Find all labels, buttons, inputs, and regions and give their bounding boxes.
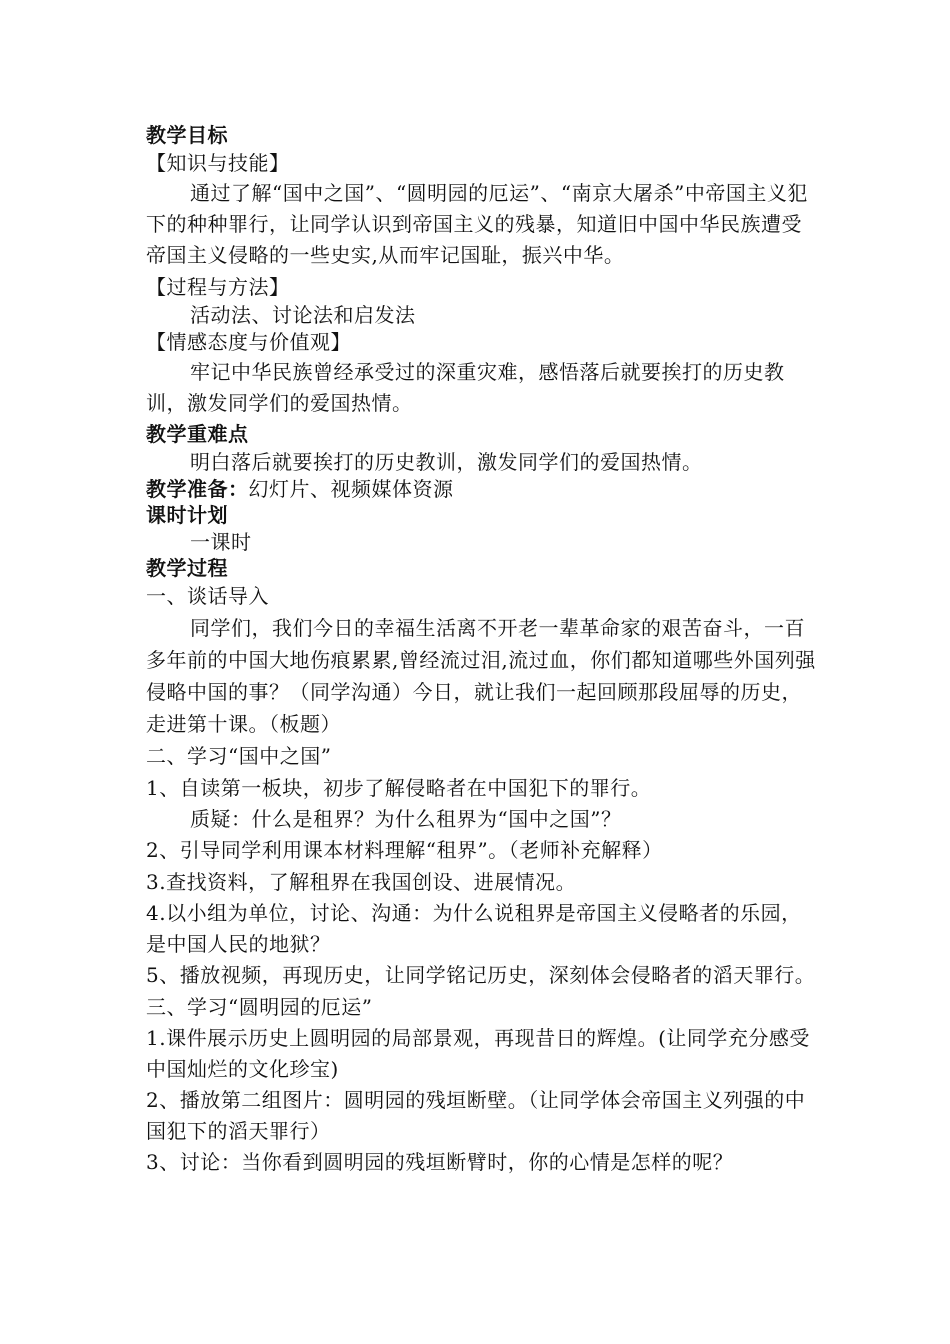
heading-procedure: 教学过程 xyxy=(146,556,228,580)
preparation-value: 幻灯片、视频媒体资源 xyxy=(248,477,454,501)
section-3-item: 2、播放第二组图片：圆明园的残垣断壁。（让同学体会帝国主义列强的中国犯下的滔天罪行） xyxy=(146,1088,806,1143)
paragraph-key-points: 明白落后就要挨打的历史教训，激发同学们的爱国热情。 xyxy=(190,450,703,474)
section-3-item: 3、讨论：当你看到圆明园的残垣断臂时，你的心情是怎样的呢？ xyxy=(146,1150,734,1174)
paragraph-emotion: 牢记中华民族曾经承受过的深重灾难，感悟落后就要挨打的历史教训，激发同学们的爱国热情。 xyxy=(146,360,785,415)
subheading-knowledge: 【知识与技能】 xyxy=(146,151,290,175)
section-1-title: 一、谈话导入 xyxy=(146,584,269,608)
heading-objectives: 教学目标 xyxy=(146,123,228,147)
section-2-item: 1、自读第一板块，初步了解侵略者在中国犯下的罪行。 xyxy=(146,776,652,800)
section-3-item: 1.课件展示历史上圆明园的局部景观，再现昔日的辉煌。(让同学充分感受中国灿烂的文化珍宝) xyxy=(146,1026,810,1081)
document-body xyxy=(146,122,816,1178)
paragraph-schedule: 一课时 xyxy=(190,530,252,554)
section-2-item: 2、引导同学利用课本材料理解“租界”。（老师补充解释） xyxy=(146,838,663,862)
heading-key-points: 教学重难点 xyxy=(146,422,249,446)
preparation-label: 教学准备： xyxy=(146,477,249,501)
section-1-paragraph: 同学们，我们今日的幸福生活离不开老一辈革命家的艰苦奋斗，一百多年前的中国大地伤痕累累,曾经流过泪,流过血，你们都知道哪些外国列强侵略中国的事？（同学沟通）今日，就让我们一起回顾那段屈辱的历史，走进第十课。（板题） xyxy=(146,616,816,736)
heading-schedule: 课时计划 xyxy=(146,503,228,527)
line-preparation xyxy=(146,476,816,502)
section-2-item: 3.查找资料，了解租界在我国创设、进展情况。 xyxy=(146,870,577,894)
section-2-item: 质疑：什么是租界？为什么租界为“国中之国”？ xyxy=(190,807,622,831)
section-2-item: 5、播放视频，再现历史，让同学铭记历史，深刻体会侵略者的滔天罪行。 xyxy=(146,963,816,987)
section-3-title: 三、学习“圆明园的厄运” xyxy=(146,995,373,1019)
subheading-emotion: 【情感态度与价值观】 xyxy=(146,330,351,354)
paragraph-process: 活动法、讨论法和启发法 xyxy=(190,303,416,327)
section-2-title: 二、学习“国中之国” xyxy=(146,744,332,768)
subheading-process: 【过程与方法】 xyxy=(146,275,290,299)
paragraph-knowledge: 通过了解“国中之国”、“圆明园的厄运”、“南京大屠杀”中帝国主义犯下的种种罪行，让同学认识到帝国主义的残暴，知道旧中国中华民族遭受帝国主义侵略的一些史实,从而牢记国耻，振兴中华。 xyxy=(146,181,808,267)
section-2-item: 4.以小组为单位，讨论、沟通：为什么说租界是帝国主义侵略者的乐园，是中国人民的地狱？ xyxy=(146,901,802,956)
